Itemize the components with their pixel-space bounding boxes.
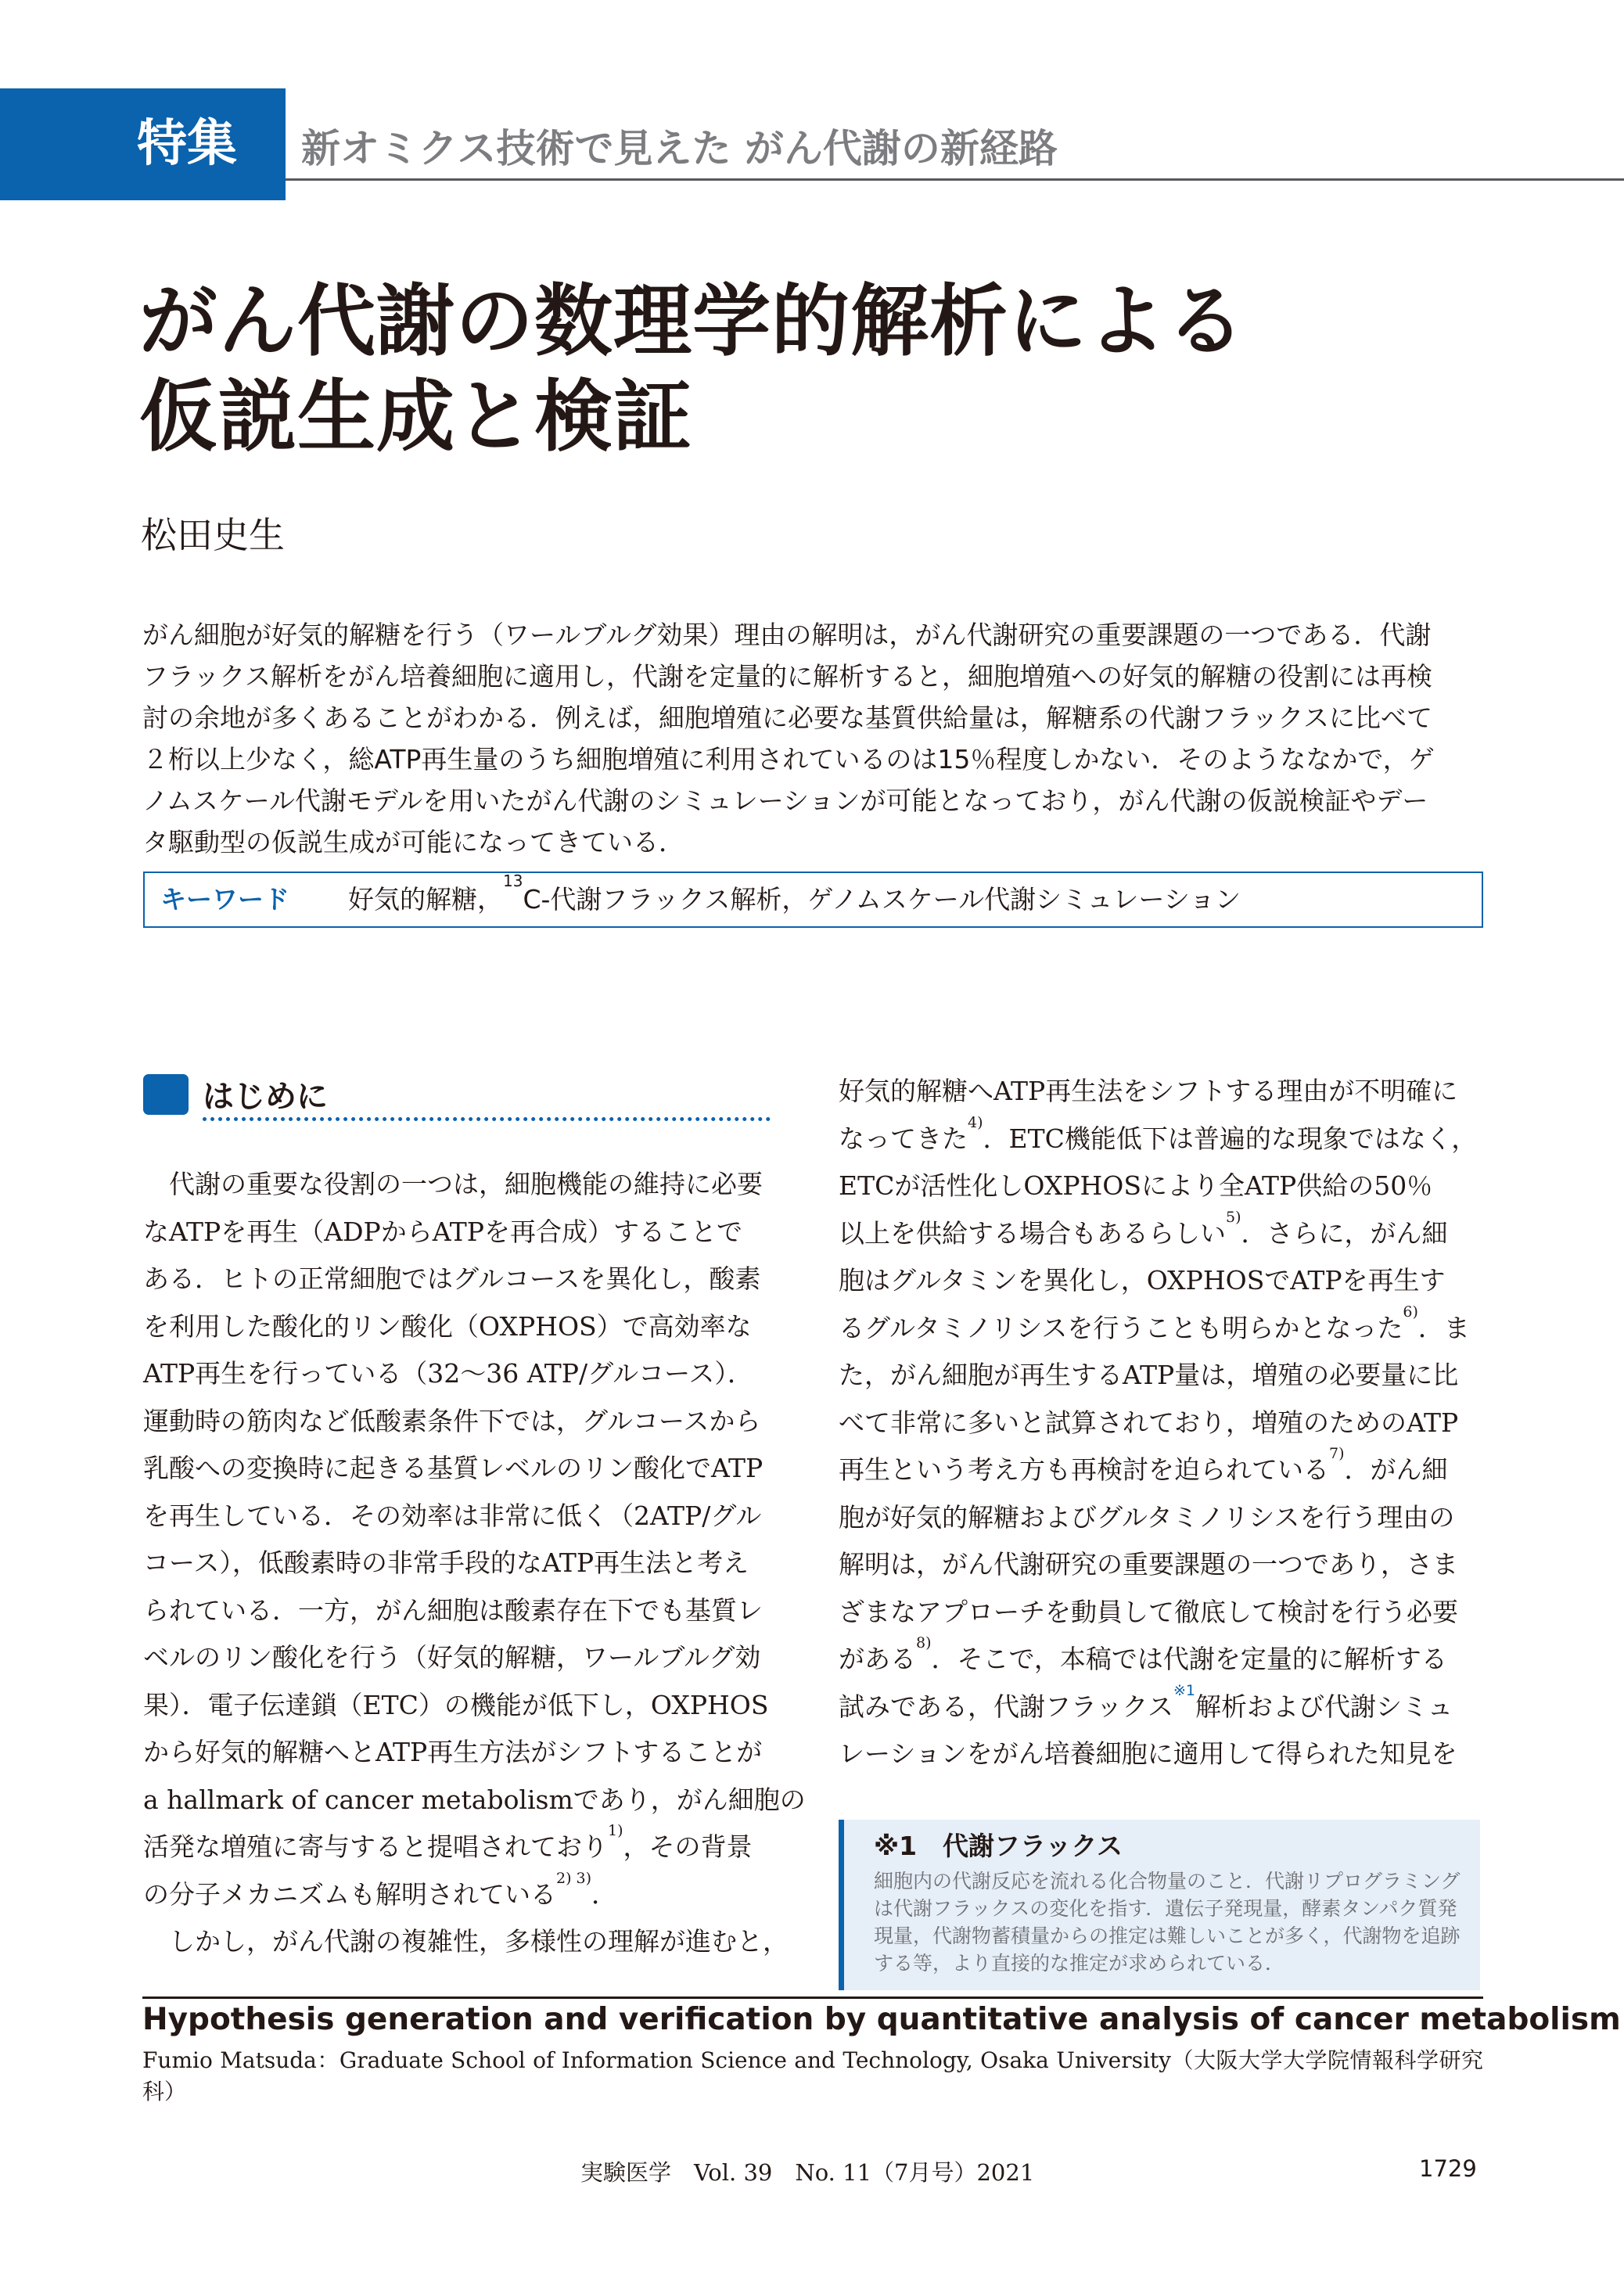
citation-ref: 8) [916, 1634, 932, 1651]
feature-series-title: 新オミクス技術で見えた がん代謝の新経路 [301, 126, 1058, 171]
body-line: 解明は，がん代謝研究の重要課題の一つであり，さま [839, 1549, 1458, 1580]
body-line [143, 1871, 786, 1919]
body-line: 好気的解糖へATP再生法をシフトする理由が不明確に [839, 1076, 1458, 1106]
text: 再生という考え方も再検討を迫られている [839, 1454, 1329, 1485]
journal-footer: 実験医学 Vol. 39 No. 11（7月号）2021 [580, 2159, 1035, 2186]
text: 解析および代謝シミュ [1195, 1691, 1453, 1722]
footnote-line: は代謝フラックスの変化を指す．遺伝子発現量，酵素タンパク質発 [874, 1897, 1457, 1920]
body-line: a hallmark of cancer metabolismであり，がん細胞の [143, 1784, 806, 1815]
body-line: 運動時の筋肉など低酸素条件下では，グルコースから [143, 1405, 761, 1436]
abstract-line: ノムスケール代謝モデルを用いたがん代謝のシミュレーションが可能となっており，がん代謝の仮説検証やデー [142, 785, 1428, 816]
text: ．そこで，本稿では代謝を定量的に解析する [931, 1644, 1447, 1674]
title-line: 仮説生成と検証 [139, 371, 692, 462]
body-line: ある．ヒトの正常細胞ではグルコースを異化し，酸素 [143, 1263, 761, 1294]
text: 活発な増殖に寄与すると提唱されており [143, 1831, 608, 1862]
section-marker-icon [143, 1074, 189, 1115]
keyword-text-pre: 好気的解糖， [348, 884, 503, 915]
body-line [839, 1447, 1482, 1494]
keyword-list [348, 873, 1241, 926]
body-line: なATPを再生（ADPからATPを再合成）することで [143, 1216, 742, 1247]
body-line: られている．一方，がん細胞は酸素存在下でも基質レ [143, 1594, 763, 1626]
header-divider [286, 178, 1624, 181]
text: ．ま [1417, 1312, 1470, 1343]
citation-ref: 2) 3) [556, 1869, 592, 1887]
body-line: ベルのリン酸化を行う（好気的解糖，ワールブルグ効 [143, 1642, 761, 1673]
body-line: から好気的解糖へとATP再生方法がシフトすることが [143, 1737, 763, 1767]
text: ．がん細 [1344, 1454, 1448, 1485]
citation-ref: 7) [1329, 1445, 1345, 1462]
text: がある [839, 1644, 916, 1674]
footer-divider [142, 1996, 1483, 1999]
body-line: コース），低酸素時の非常手段的なATP再生法と考え [143, 1547, 749, 1578]
body-line: レーションをがん培養細胞に適用して得られた知見を [839, 1738, 1457, 1769]
citation-ref: 5) [1226, 1208, 1241, 1226]
body-column-right [839, 1068, 1482, 1778]
footnote-box [839, 1820, 1480, 1990]
section-heading [143, 1070, 786, 1117]
body-line [839, 1681, 1482, 1731]
section-dotted-rule [203, 1117, 771, 1121]
english-title: Hypothesis generation and verification by quantitative analysis of cancer metabolism [142, 2002, 1621, 2037]
abstract-line: フラックス解析をがん培養細胞に適用し，代謝を定量的に解析すると，細胞増殖への好気的解糖の役割には再検 [142, 661, 1433, 692]
text: るグルタミノリシスを行うことも明らかとなった [839, 1312, 1403, 1343]
text: ．ETC機能低下は普遍的な現象ではなく， [983, 1123, 1478, 1154]
citation-ref: 1) [608, 1822, 623, 1839]
body-line: 代謝の重要な役割の一つは，細胞機能の維持に必要 [143, 1169, 763, 1199]
title-line: がん代謝の数理学的解析による [139, 275, 1245, 367]
text: 試みである，代謝フラックス [839, 1691, 1174, 1722]
citation-ref: 4) [968, 1113, 983, 1131]
body-line [839, 1305, 1482, 1353]
page-number: 1729 [1419, 2155, 1477, 2182]
body-line: ATP再生を行っている（32〜36 ATP/グルコース）． [143, 1358, 753, 1389]
body-line [839, 1636, 1482, 1684]
abstract-line: ２桁以上少なく，総ATP再生量のうち細胞増殖に利用されているのは15％程度しかない．そのようななかで，ゲ [142, 744, 1435, 775]
article-title [139, 274, 1547, 465]
body-line: を利用した酸化的リン酸化（OXPHOS）で高効率な [143, 1310, 752, 1342]
body-line: 果）．電子伝達鎖（ETC）の機能が低下し，OXPHOS [143, 1689, 769, 1720]
body-line: 胞が好気的解糖およびグルタミノリシスを行う理由の [839, 1501, 1455, 1533]
footnote-line: 現量，代謝物蓄積量からの推定は難しいことが多く，代謝物を追跡 [874, 1925, 1461, 1947]
abstract-line: 討の余地が多くあることがわかる．例えば，細胞増殖に必要な基質供給量は，解糖系の代謝フラックスに比べて [142, 703, 1433, 733]
text: ，その背景 [623, 1831, 753, 1862]
footnote-text [874, 1867, 1480, 1977]
footnote-line: 細胞内の代謝反応を流れる化合物量のこと．代謝リプログラミング [874, 1870, 1461, 1892]
footnote-ref: ※1 [1173, 1681, 1196, 1699]
keyword-box [143, 872, 1483, 928]
text: 以上を供給する場合もあるらしい [839, 1217, 1226, 1249]
keyword-label: キーワード [160, 884, 289, 915]
special-feature-tag: 特集 [0, 88, 286, 200]
abstract-line: タ駆動型の仮説生成が可能になってきている． [142, 827, 684, 857]
citation-ref: 6) [1403, 1303, 1418, 1321]
keyword-text-post: C-代謝フラックス解析，ゲノムスケール代謝シミュレーション [523, 884, 1241, 915]
abstract-line: がん細胞が好気的解糖を行う（ワールブルグ効果）理由の解明は，がん代謝研究の重要課題の一つである．代謝 [142, 620, 1432, 650]
body-line: べて非常に多いと試算されており，増殖のためのATP [839, 1407, 1459, 1438]
author-name: 松田史生 [141, 514, 285, 556]
text: なってきた [839, 1123, 968, 1154]
text: ．さらに，がん細 [1241, 1217, 1448, 1249]
body-line [143, 1824, 786, 1871]
body-line: ざまなアプローチを動員して徹底して検討を行う必要 [839, 1596, 1458, 1627]
text: の分子メカニズムも解明されている [143, 1878, 556, 1910]
section-title: はじめに [203, 1079, 328, 1115]
text: ． [591, 1878, 618, 1910]
footnote-line: する等，より直接的な推定が求められている． [874, 1952, 1285, 1975]
keyword-superscript: 13 [503, 872, 523, 890]
abstract [142, 614, 1488, 863]
body-line: 乳酸への変換時に起きる基質レベルのリン酸化でATP [143, 1453, 763, 1483]
body-line: を再生している．その効率は非常に低く（2ATP/グル [143, 1500, 762, 1531]
body-line: しかし，がん代謝の複雑性，多様性の理解が進むと， [143, 1926, 789, 1957]
footnote-title: ※1 代謝フラックス [874, 1831, 1123, 1861]
body-line: ETCが活性化しOXPHOSにより全ATP供給の50％ [839, 1170, 1433, 1201]
body-line: 胞はグルタミンを異化し，OXPHOSでATPを再生す [839, 1265, 1446, 1296]
author-affiliation: Fumio Matsuda：Graduate School of Information Science and Technology, Osaka University（大阪大学大学院情報科学研究科） [142, 2047, 1483, 2104]
body-column-left [143, 1161, 806, 1966]
body-line [839, 1113, 1482, 1163]
body-line [839, 1210, 1482, 1258]
body-line: た，がん細胞が再生するATP量は，増殖の必要量に比 [839, 1360, 1459, 1390]
